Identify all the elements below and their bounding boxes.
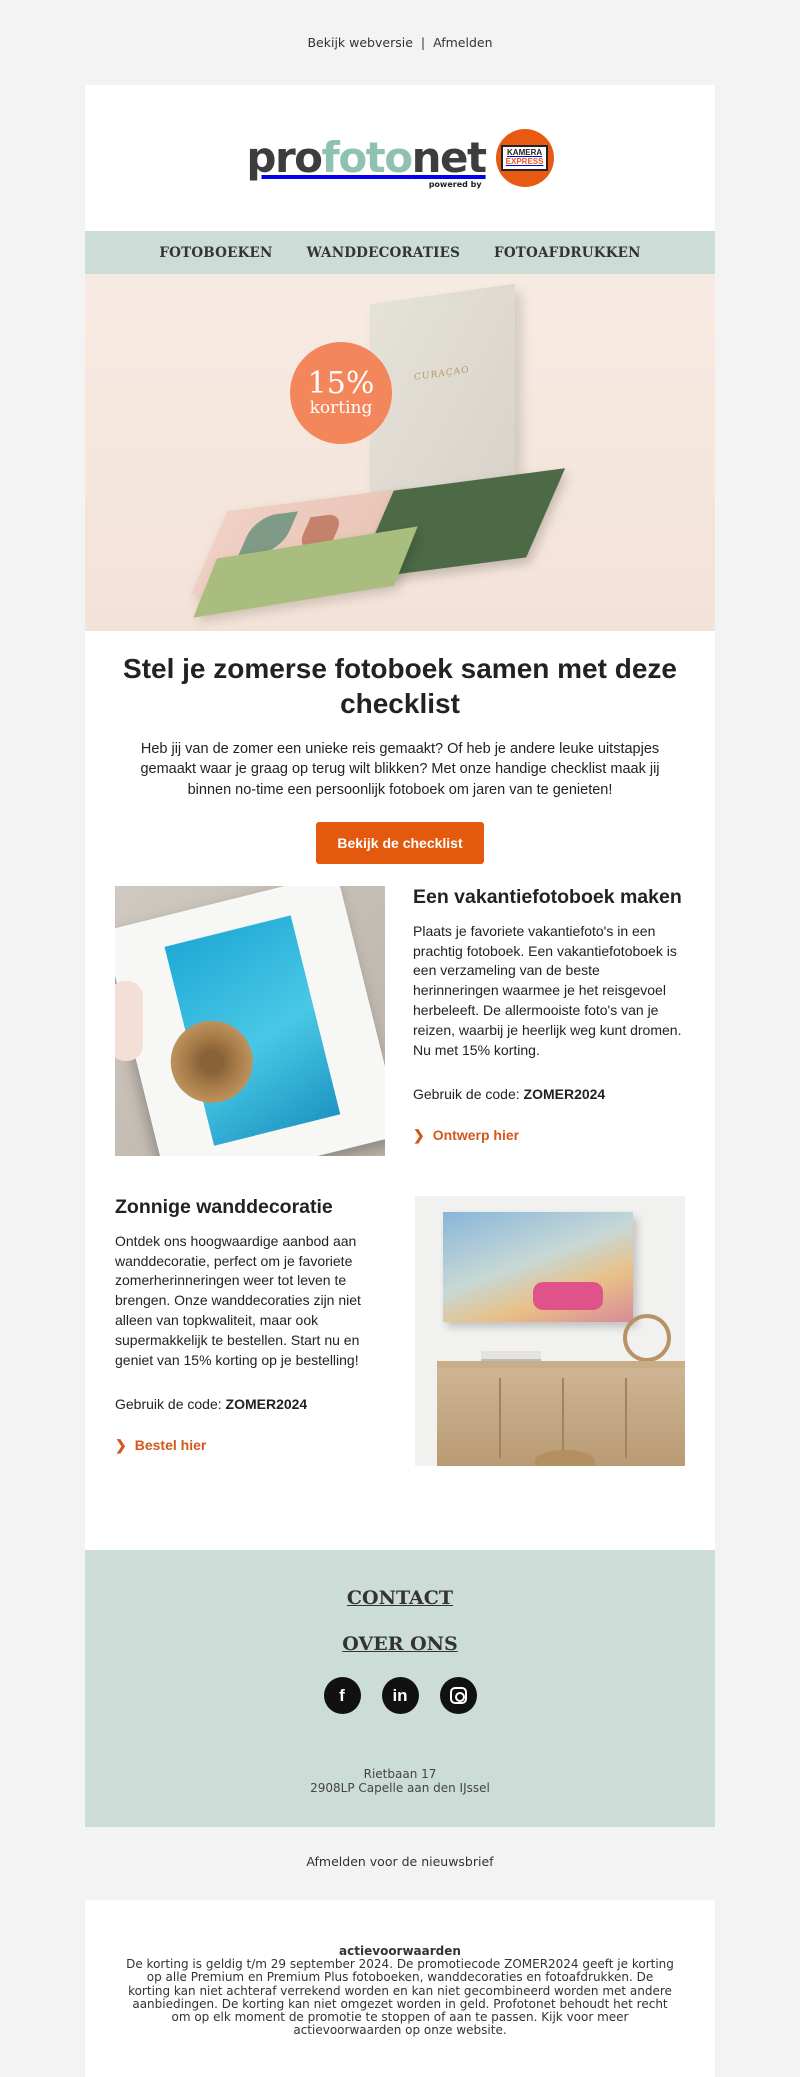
ontwerp-hier-link[interactable]	[413, 1127, 685, 1144]
wicker-tray	[623, 1314, 671, 1362]
intro-text: Heb jij van de zomer een unieke reis gemaakt? Of heb je andere leuke uitstapjes gemaakt waar je graag op terug wilt blikken? Met onze handige checklist maak jij binnen no-time een persoonlijk fotoboek om jaren van te genieten!	[140, 741, 660, 798]
cabinet-line	[625, 1378, 627, 1458]
photobook-title: CURAÇAO	[414, 365, 470, 384]
hand-photo	[115, 981, 143, 1061]
logo-net: net	[411, 133, 486, 182]
linkedin-icon[interactable]: in	[382, 1677, 419, 1714]
chevron-right-icon: ❯	[115, 1436, 127, 1453]
hero-image[interactable]	[85, 274, 715, 631]
instagram-icon[interactable]	[440, 1677, 477, 1714]
book-stack	[481, 1351, 541, 1361]
section-body: Ontdek ons hoogwaardige aanbod aan wanddecoratie, perfect om je favoriete zomerherinneringen weer tot leven te brengen. Onze wanddecoraties zijn niet alleen van topkwaliteit, maar ook supermakkelijk te bestellen. Start nu en geniet van 15% korting op je bestelling!	[115, 1232, 361, 1368]
address-city: 2908LP Capelle aan den IJssel	[310, 1780, 490, 1795]
preheader	[0, 0, 800, 85]
nav-fotoboeken[interactable]: FOTOBOEKEN	[159, 244, 273, 261]
newsletter-unsubscribe	[0, 1827, 800, 1900]
basket	[535, 1450, 595, 1466]
promo-code-label: Gebruik de code:	[115, 1395, 226, 1412]
vakantiefotoboek-image[interactable]	[115, 886, 385, 1156]
section-body: Plaats je favoriete vakantiefoto's in een prachtig fotoboek. Een vakantiefotoboek is een verzameling van de beste herinneringen waarmee je het reisgevoel herbeleeft. De allermooiste foto's van je reizen, waarbij je heerlijk weg kunt dromen. Nu met 15% korting.	[413, 922, 682, 1058]
footer	[85, 1550, 715, 1827]
promo-code: ZOMER2024	[225, 1395, 308, 1412]
section-vakantiefotoboek	[115, 886, 685, 1156]
cabinet-line	[562, 1378, 564, 1458]
promo-code: ZOMER2024	[523, 1085, 606, 1102]
unsubscribe-link[interactable]: Afmelden	[433, 35, 493, 50]
terms-title: actievoorwaarden	[339, 1944, 461, 1958]
link-label: Bestel hier	[134, 1436, 207, 1453]
contact-link[interactable]: CONTACT	[346, 1587, 454, 1609]
cta-wrapper	[115, 822, 685, 864]
section-wanddecoratie	[115, 1196, 685, 1466]
section-title: Een vakantiefotoboek maken	[413, 885, 682, 908]
logo-powered-by: powered by	[428, 180, 482, 189]
nav-fotoafdrukken[interactable]: FOTOAFDRUKKEN	[494, 244, 641, 261]
cabinet-line	[499, 1378, 501, 1458]
terms-box	[85, 1900, 715, 2077]
kamera-express-logo	[496, 129, 554, 187]
promo-code-line	[413, 1085, 685, 1105]
over-ons-link[interactable]: OVER ONS	[342, 1633, 458, 1655]
logo-foto: foto	[321, 133, 412, 182]
wanddecoratie-text	[115, 1196, 387, 1466]
main-nav	[85, 231, 715, 274]
wall-canvas-photo	[443, 1212, 633, 1322]
discount-percent: 15%	[307, 365, 375, 401]
discount-badge	[290, 342, 392, 444]
address-street: Rietbaan 17	[363, 1767, 437, 1781]
email-body	[85, 85, 715, 1827]
headline: Stel je zomerse fotoboek samen met deze checklist	[123, 653, 677, 719]
kamera-express-badge	[501, 145, 549, 171]
promo-code-label: Gebruik de code:	[413, 1085, 524, 1102]
nav-wanddecoraties[interactable]: WANDDECORATIES	[306, 244, 461, 261]
wanddecoratie-image[interactable]	[415, 1196, 685, 1466]
main-content	[85, 651, 715, 1466]
instagram-glyph	[450, 1687, 467, 1704]
section-title: Zonnige wanddecoratie	[115, 1195, 333, 1218]
address	[85, 1768, 715, 1796]
logo-wordmark	[246, 133, 486, 189]
profotonet-logo[interactable]	[246, 129, 553, 187]
kamera-text: KAMERA	[507, 148, 543, 158]
chevron-right-icon: ❯	[413, 1126, 425, 1143]
newsletter-unsubscribe-link[interactable]: Afmelden voor de nieuwsbrief	[306, 1854, 494, 1869]
pink-car-photo	[533, 1282, 603, 1310]
checklist-button[interactable]: Bekijk de checklist	[316, 822, 483, 864]
album-page	[115, 886, 385, 1156]
preheader-separator: |	[420, 35, 426, 50]
facebook-icon[interactable]: f	[324, 1677, 361, 1714]
vakantiefotoboek-text	[413, 886, 685, 1156]
express-text: EXPRESS	[505, 157, 544, 166]
bestel-hier-link[interactable]	[115, 1437, 387, 1454]
link-label: Ontwerp hier	[432, 1126, 520, 1143]
promo-code-line	[115, 1395, 387, 1415]
header	[85, 85, 715, 231]
social-icons	[85, 1677, 715, 1714]
discount-label: korting	[309, 397, 373, 418]
webversion-link[interactable]: Bekijk webversie	[307, 35, 413, 50]
terms-text: De korting is geldig t/m 29 september 2024. De promotiecode ZOMER2024 geeft je korting op alle Premium en Premium Plus fotoboeken, wanddecoraties en fotoafdrukken. De korting kan niet achteraf verrekend worden en kan niet gecombineerd worden met andere aanbiedingen. De korting kan niet omgezet worden in geld. Profotonet behoudt het recht om op elk moment de promotie te stoppen of aan te passen. Kijk voor meer actievoorwaarden op onze website.	[126, 1957, 674, 2038]
logo-pro: pro	[246, 133, 322, 182]
